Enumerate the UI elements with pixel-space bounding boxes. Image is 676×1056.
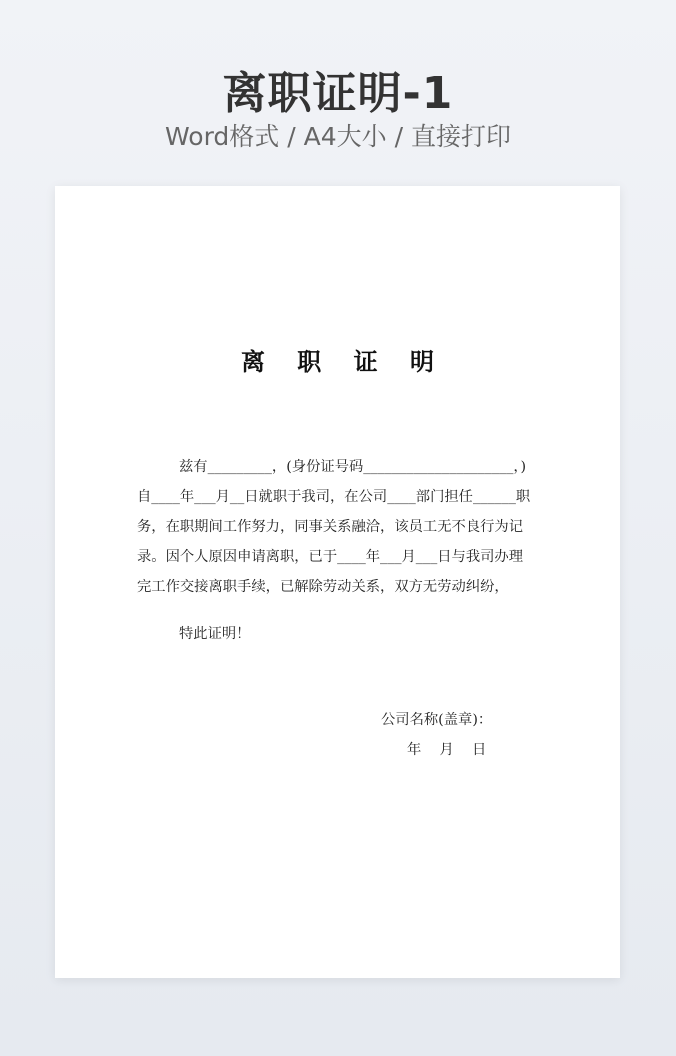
date-label: 年 月 日 [407, 742, 487, 758]
body-line: 录。因个人原因申请离职，已于____年___月___日与我司办理 [137, 549, 524, 565]
document-body [137, 452, 541, 602]
page-subtitle: Word格式 / A4大小 / 直接打印 [165, 122, 511, 151]
body-line: 兹有_________，(身份证号码_____________________，) [179, 459, 527, 475]
body-line: 务，在职期间工作努力，同事关系融洽，该员工无不良行为记 [137, 519, 524, 535]
document-page [55, 186, 620, 978]
company-signature-label: 公司名称(盖章)： [381, 712, 493, 728]
page-title: 离职证明-1 [222, 68, 454, 119]
closing-statement: 特此证明！ [179, 626, 251, 642]
body-line: 自____年___月__日就职于我司，在公司____部门担任______职 [137, 489, 531, 505]
body-line: 完工作交接离职手续，已解除劳动关系，双方无劳动纠纷， [137, 579, 509, 595]
document-title: 离 职 证 明 [240, 347, 447, 376]
